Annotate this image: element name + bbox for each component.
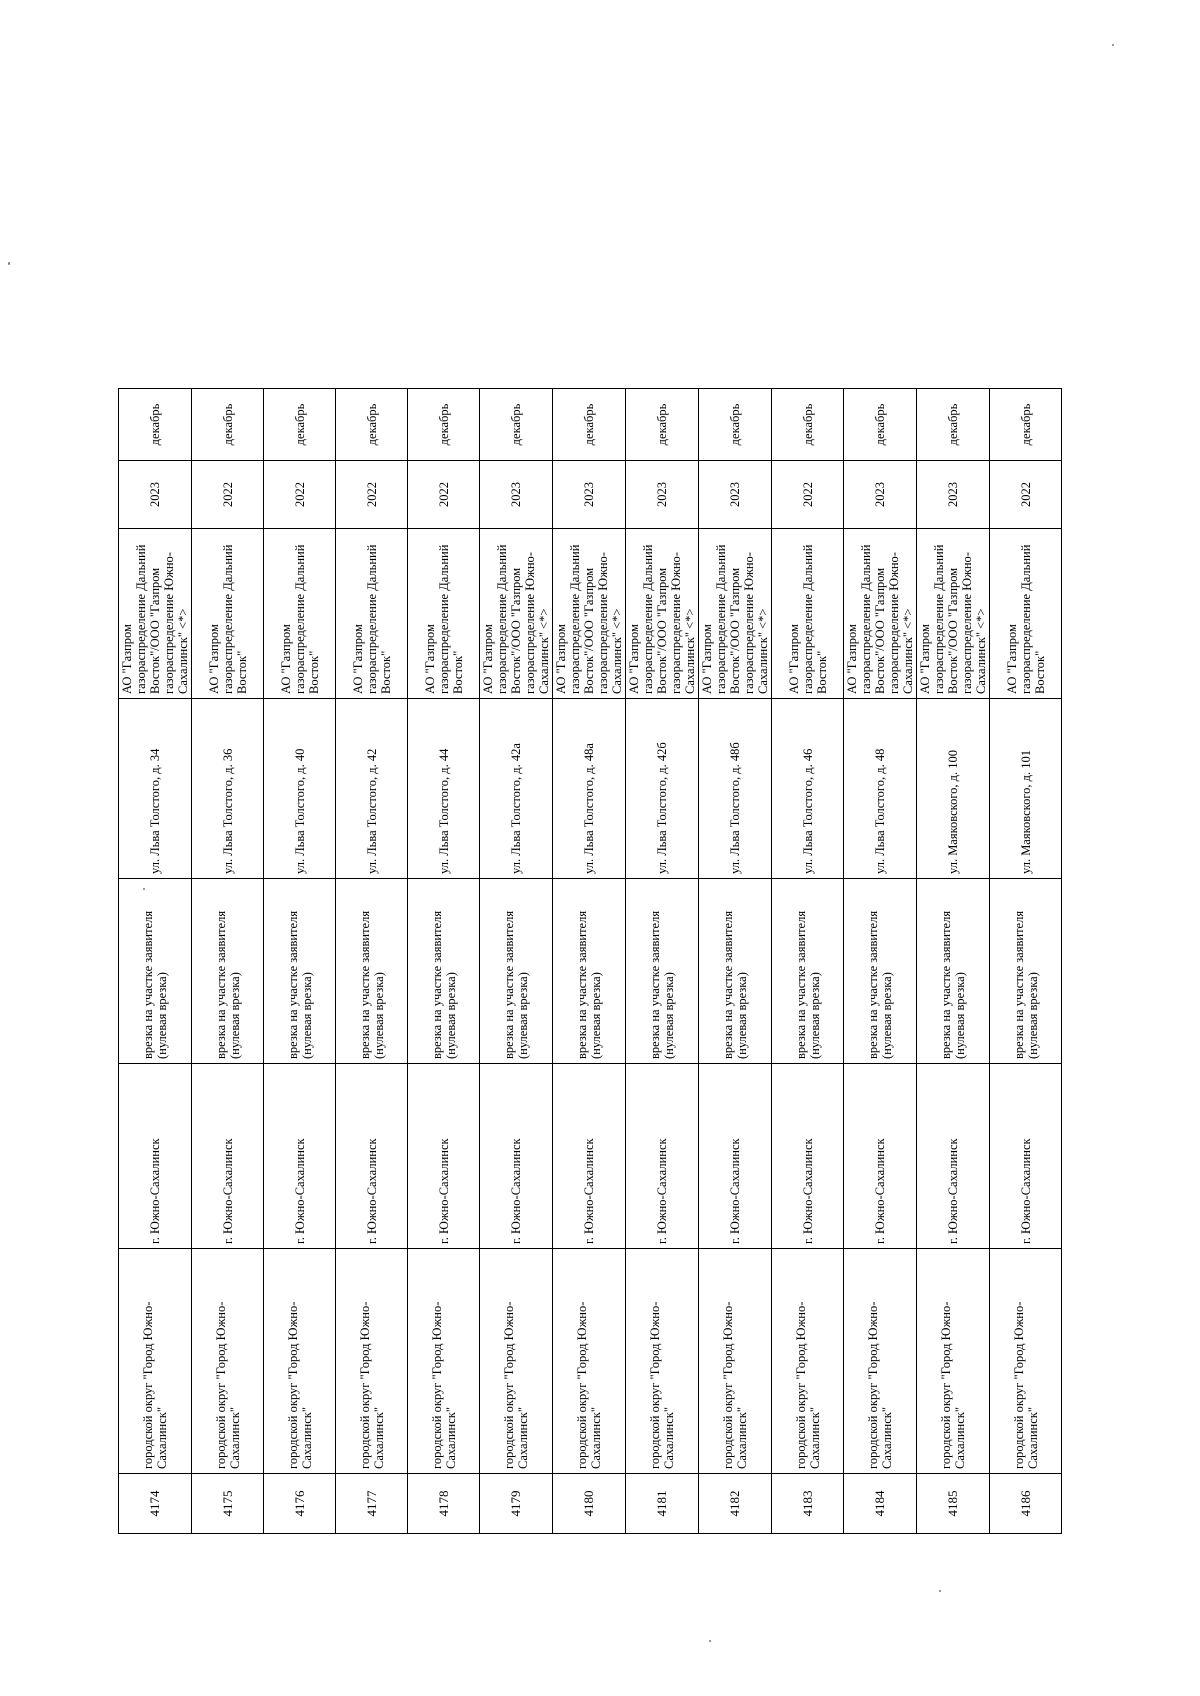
municipality-cell: городской округ "Город Южно-Сахалинск" — [480, 1249, 553, 1474]
organization-cell: АО "Газпром газораспределение Дальний Восток"/ООО "Газпром газораспределение Южно-Сахалинск" <*> — [699, 529, 772, 699]
organization-cell: АО "Газпром газораспределение Дальний Восток"/ООО "Газпром газораспределение Южно-Сахалинск" <*> — [917, 529, 990, 699]
year-cell: 2023 — [699, 461, 772, 529]
rotated-table-container — [118, 389, 1062, 1534]
month-cell: декабрь — [119, 389, 192, 461]
address-cell: ул. Льва Толстого, д. 46 — [772, 699, 844, 879]
municipality-cell: городской округ "Город Южно-Сахалинск" — [917, 1249, 990, 1474]
month-cell: декабрь — [990, 389, 1062, 461]
municipality-cell: городской округ "Город Южно-Сахалинск" — [119, 1249, 192, 1474]
row-number: 4182 — [699, 1474, 772, 1534]
table-row — [408, 389, 480, 1534]
municipality-cell: городской округ "Город Южно-Сахалинск" — [772, 1249, 844, 1474]
month-cell: декабрь — [699, 389, 772, 461]
year-cell: 2022 — [990, 461, 1062, 529]
table-row — [336, 389, 408, 1534]
year-cell: 2023 — [119, 461, 192, 529]
row-number: 4179 — [480, 1474, 553, 1534]
address-cell: ул. Льва Толстого, д. 44 — [408, 699, 480, 879]
year-cell: 2023 — [480, 461, 553, 529]
month-cell: декабрь — [626, 389, 699, 461]
row-number: 4184 — [844, 1474, 917, 1534]
row-number: 4180 — [553, 1474, 626, 1534]
row-number: 4178 — [408, 1474, 480, 1534]
address-cell: ул. Льва Толстого, д. 42 — [336, 699, 408, 879]
table-row — [480, 389, 553, 1534]
year-cell: 2022 — [264, 461, 336, 529]
organization-cell: АО "Газпром газораспределение Дальний Восток"/ООО "Газпром газораспределение Южно-Сахалинск" <*> — [553, 529, 626, 699]
row-number: 4183 — [772, 1474, 844, 1534]
scan-speck — [709, 1640, 711, 1642]
locality-cell: г. Южно-Сахалинск — [626, 1064, 699, 1249]
municipality-cell: городской округ "Город Южно-Сахалинск" — [626, 1249, 699, 1474]
row-number: 4176 — [264, 1474, 336, 1534]
organization-cell: АО "Газпром газораспределение Дальний Восток"/ООО "Газпром газораспределение Южно-Сахалинск" <*> — [844, 529, 917, 699]
municipality-cell: городской округ "Город Южно-Сахалинск" — [336, 1249, 408, 1474]
work-type-cell: врезка на участке заявителя (нулевая врезка) — [699, 879, 772, 1064]
year-cell: 2022 — [336, 461, 408, 529]
municipality-cell: городской округ "Город Южно-Сахалинск" — [553, 1249, 626, 1474]
row-number: 4185 — [917, 1474, 990, 1534]
table-row — [626, 389, 699, 1534]
month-cell: декабрь — [917, 389, 990, 461]
work-type-cell: врезка на участке заявителя (нулевая врезка) — [553, 879, 626, 1064]
table-row — [844, 389, 917, 1534]
municipality-cell: городской округ "Город Южно-Сахалинск" — [264, 1249, 336, 1474]
municipality-cell: городской округ "Город Южно-Сахалинск" — [844, 1249, 917, 1474]
table-row — [553, 389, 626, 1534]
month-cell: декабрь — [553, 389, 626, 461]
locality-cell: г. Южно-Сахалинск — [917, 1064, 990, 1249]
address-cell: ул. Льва Толстого, д. 48а — [553, 699, 626, 879]
work-type-cell: врезка на участке заявителя (нулевая врезка) — [990, 879, 1062, 1064]
work-type-cell: врезка на участке заявителя (нулевая врезка) — [192, 879, 264, 1064]
organization-cell: АО "Газпром газораспределение Дальний Восток" — [990, 529, 1062, 699]
scan-speck — [939, 1590, 941, 1592]
locality-cell: г. Южно-Сахалинск — [699, 1064, 772, 1249]
address-cell: ул. Льва Толстого, д. 42а — [480, 699, 553, 879]
address-cell: ул. Льва Толстого, д. 48 — [844, 699, 917, 879]
table-row — [264, 389, 336, 1534]
scan-speck — [1112, 44, 1114, 46]
organization-cell: АО "Газпром газораспределение Дальний Восток" — [408, 529, 480, 699]
year-cell: 2023 — [844, 461, 917, 529]
table-row — [699, 389, 772, 1534]
month-cell: декабрь — [844, 389, 917, 461]
table-row — [192, 389, 264, 1534]
work-type-cell: врезка на участке заявителя (нулевая врезка) — [264, 879, 336, 1064]
organization-cell: АО "Газпром газораспределение Дальний Восток"/ООО "Газпром газораспределение Южно-Сахалинск" <*> — [480, 529, 553, 699]
work-type-cell: врезка на участке заявителя (нулевая врезка) — [772, 879, 844, 1064]
locality-cell: г. Южно-Сахалинск — [480, 1064, 553, 1249]
month-cell: декабрь — [772, 389, 844, 461]
year-cell: 2023 — [626, 461, 699, 529]
work-type-cell: врезка на участке заявителя (нулевая врезка) — [917, 879, 990, 1064]
month-cell: декабрь — [408, 389, 480, 461]
gas-connection-table — [118, 388, 1062, 1534]
address-cell: ул. Маяковского, д. 101 — [990, 699, 1062, 879]
locality-cell: г. Южно-Сахалинск — [336, 1064, 408, 1249]
address-cell: ул. Льва Толстого, д. 34 — [119, 699, 192, 879]
organization-cell: АО "Газпром газораспределение Дальний Восток" — [192, 529, 264, 699]
month-cell: декабрь — [192, 389, 264, 461]
organization-cell: АО "Газпром газораспределение Дальний Восток" — [772, 529, 844, 699]
organization-cell: АО "Газпром газораспределение Дальний Восток" — [336, 529, 408, 699]
year-cell: 2023 — [917, 461, 990, 529]
address-cell: ул. Льва Толстого, д. 36 — [192, 699, 264, 879]
locality-cell: г. Южно-Сахалинск — [119, 1064, 192, 1249]
municipality-cell: городской округ "Город Южно-Сахалинск" — [192, 1249, 264, 1474]
locality-cell: г. Южно-Сахалинск — [990, 1064, 1062, 1249]
row-number: 4181 — [626, 1474, 699, 1534]
locality-cell: г. Южно-Сахалинск — [844, 1064, 917, 1249]
row-number: 4177 — [336, 1474, 408, 1534]
locality-cell: г. Южно-Сахалинск — [553, 1064, 626, 1249]
row-number: 4175 — [192, 1474, 264, 1534]
table-row — [772, 389, 844, 1534]
table-row — [990, 389, 1062, 1534]
month-cell: декабрь — [264, 389, 336, 461]
work-type-cell: врезка на участке заявителя (нулевая врезка) — [119, 879, 192, 1064]
municipality-cell: городской округ "Город Южно-Сахалинск" — [699, 1249, 772, 1474]
row-number: 4174 — [119, 1474, 192, 1534]
organization-cell: АО "Газпром газораспределение Дальний Восток"/ООО "Газпром газораспределение Южно-Сахалинск" <*> — [119, 529, 192, 699]
scan-speck — [8, 262, 10, 265]
locality-cell: г. Южно-Сахалинск — [772, 1064, 844, 1249]
year-cell: 2023 — [553, 461, 626, 529]
table-body — [119, 389, 1062, 1534]
table-row — [119, 389, 192, 1534]
address-cell: ул. Маяковского, д. 100 — [917, 699, 990, 879]
organization-cell: АО "Газпром газораспределение Дальний Восток"/ООО "Газпром газораспределение Южно-Сахалинск" <*> — [626, 529, 699, 699]
work-type-cell: врезка на участке заявителя (нулевая врезка) — [626, 879, 699, 1064]
locality-cell: г. Южно-Сахалинск — [408, 1064, 480, 1249]
year-cell: 2022 — [192, 461, 264, 529]
municipality-cell: городской округ "Город Южно-Сахалинск" — [990, 1249, 1062, 1474]
month-cell: декабрь — [336, 389, 408, 461]
work-type-cell: врезка на участке заявителя (нулевая врезка) — [480, 879, 553, 1064]
work-type-cell: врезка на участке заявителя (нулевая врезка) — [408, 879, 480, 1064]
year-cell: 2022 — [772, 461, 844, 529]
year-cell: 2022 — [408, 461, 480, 529]
municipality-cell: городской округ "Город Южно-Сахалинск" — [408, 1249, 480, 1474]
address-cell: ул. Льва Толстого, д. 40 — [264, 699, 336, 879]
locality-cell: г. Южно-Сахалинск — [264, 1064, 336, 1249]
organization-cell: АО "Газпром газораспределение Дальний Восток" — [264, 529, 336, 699]
table-row — [917, 389, 990, 1534]
address-cell: ул. Льва Толстого, д. 48б — [699, 699, 772, 879]
address-cell: ул. Льва Толстого, д. 42б — [626, 699, 699, 879]
work-type-cell: врезка на участке заявителя (нулевая врезка) — [844, 879, 917, 1064]
month-cell: декабрь — [480, 389, 553, 461]
locality-cell: г. Южно-Сахалинск — [192, 1064, 264, 1249]
work-type-cell: врезка на участке заявителя (нулевая врезка) — [336, 879, 408, 1064]
row-number: 4186 — [990, 1474, 1062, 1534]
